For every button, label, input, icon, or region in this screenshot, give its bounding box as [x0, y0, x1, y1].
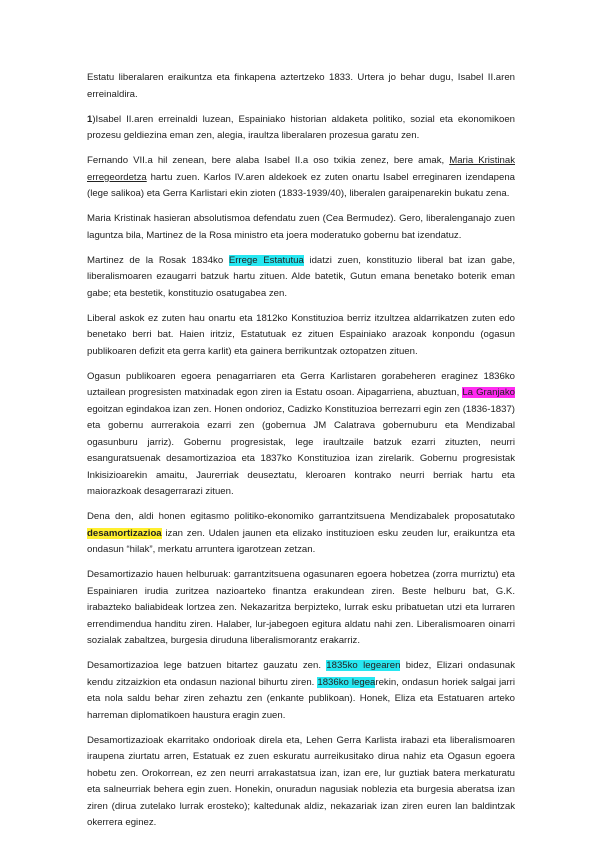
text-run: idatzi zuen, konstituzio liberal bat izan gabe, liberalismoaren ezaugarri batzuk hartu zituen. Alde batetik, Gutun emana benetako boterik eman gabe; eta bestetik, konstituzio osatugabea zen.: [87, 254, 516, 299]
text-run: bidez, Elizari ondasunak kendu zitzaizkion eta ondasun nazional bihurtu ziren.: [87, 660, 515, 688]
highlighted-text: 1836ko legea: [317, 676, 376, 688]
text-run: izan zen. Udalen jaunen eta elizako instituzioen esku zeuden lur, eraikuntza eta ondasun “hilak”, merkatu arruntera igarotzean zetzan.: [87, 527, 515, 555]
text-run: )Isabel II.aren erreinaldi luzean, Espainiako historian aldaketa politiko, sozial eta ekonomikoen prozesu geldiezina eman zen, alegia, iraultza liberalaren prozesua garatu zen.: [87, 113, 515, 141]
paragraph: [87, 311, 515, 361]
text-run: Desamortizazio hauen helburuak: garrantzitsuena ogasunaren egoera hobetzea (zorra murriztu) eta Espainiaren irudia zuritzea nazioarteko finantza erakundean ziren. Beste helburu bat, G.K. irabazteko baliabideak lortzea zen. Nekazaritza berpizteko, lurrak esku pribatuetan utzi eta lurraren errendimendua handitu ziren. Halaber, lur-jabegoen egitura aldatu nahi zen. Liberalismoaren oinarri sozialak zabaltzea, burgesia diruduna liberalismorantz erakarriz.: [87, 569, 515, 646]
paragraph: [87, 153, 515, 203]
bold-text: 1: [87, 113, 93, 125]
paragraph: [87, 253, 515, 303]
text-run: Desamortizazioak ekarritako ondorioak direla eta, Lehen Gerra Karlista irabazi eta liberalismoaren iraupena ziurtatu arren, Estatuak ez zuen eskuratu aurreikusitako dirua nahiz eta Ogasun egoera hobetu zen. Orokorrean, ez zen neurri arrakastatsua izan, izan ere, lur guztiak batera merkaturatu eta salneurriak behera egin zuen. Honekin, onuradun nagusiak noblezia eta burgesia aberatsa izan ziren (dirua zutelako lurrak erosteko); kaltedunak aldiz, nekazariak izan ziren euren lan baldintzak okerrera eginez.: [87, 734, 515, 828]
paragraph: [87, 70, 515, 103]
text-run: Liberal askok ez zuten hau onartu eta 1812ko Konstituzioa berriz itzultzea aldarrikatzen zuten edo benetako berri bat. Haien iritziz, Estatutuak ez zituen Espainiako arazoak konpondu (ogasun publikoaren defizit eta gerra karlit) eta gainera berrikuntzak oztopatzen zituen.: [87, 312, 515, 357]
text-run: Desamortizazioa lege batzuen bitartez gauzatu zen.: [87, 660, 327, 671]
paragraph: [87, 369, 515, 501]
paragraph: [87, 112, 515, 145]
paragraph: [87, 733, 515, 832]
text-run: hartu zuen. Karlos IV.aren aldekoek ez zuten onartu Isabel erreginaren izendapena (lege salikoa) eta Gerra Karlistari ekin zioten (1833-1939/40), liberalen garaipenarekin bukatu zena.: [87, 171, 515, 199]
paragraph: [87, 567, 515, 650]
paragraph: [87, 211, 515, 244]
underlined-text: Maria Kristinak erregeordetza: [87, 155, 515, 183]
text-run: Ogasun publikoaren egoera penagarriaren eta Gerra Karlistaren gorabeheren eraginez 1836ko uztailean progresisten matxinadak egon ziren ia Estatu osoan. Aipagarriena, abuztuan,: [87, 370, 515, 398]
highlighted-text: La Granjako: [462, 387, 516, 398]
highlighted-text: Errege Estatutua: [228, 254, 304, 266]
highlighted-text: desamortizazioa: [87, 527, 162, 539]
text-run: Dena den, aldi honen egitasmo politiko-ekonomiko garrantzitsuena Mendizabalek proposatutako: [87, 511, 515, 522]
text-run: Fernando VII.a hil zenean, bere alaba Isabel II.a oso txikia zenez, bere amak,: [87, 155, 450, 166]
paragraph: [87, 509, 515, 559]
text-run: egoitzan egindakoa izan zen. Honen ondorioz, Cadizko Konstituzioa berrezarri egin zen (1836-1837) eta gobernu aurrerakoia ezarri zen (gobernua JM Calatrava gobernuburu eta Mendizabal ogasunburu jarriz). Gobernu progresistak, lege iraultzaile batzuk ezarri zituzten, neurri esanguratsuenak desamortizazioa eta 1837ko Konstituzioa izan zirelarik. Gobernu progresistak Inkisizioarekin amaitu, Jaurerriak deuseztatu, kleroaren kontrako neurri berriak hartu eta maiorazkoak desagerrarazi zituen.: [87, 403, 515, 497]
text-run: Estatu liberalaren eraikuntza eta finkapena aztertzeko 1833. Urtera jo behar dugu, Isabel II.aren erreinaldira.: [87, 72, 515, 100]
document-body: [87, 70, 515, 832]
highlighted-text: 1835ko legearen: [326, 660, 401, 671]
text-run: Martinez de la Rosak 1834ko: [87, 254, 229, 266]
text-run: rekin, ondasun horiek salgai jarri eta nola saldu behar ziren zehaztu zen (enkante publikoan). Honek, Eliza eta Estatuaren arteko harreman diplomatikoen haustura eragin zuen.: [87, 676, 515, 721]
text-run: Maria Kristinak hasieran absolutismoa defendatu zuen (Cea Bermudez). Gero, liberalenganajo zuen laguntza bila, Martinez de la Rosa ministro eta joera moderatuko gobernu bat izendatuz.: [87, 213, 515, 241]
paragraph: [87, 658, 515, 724]
